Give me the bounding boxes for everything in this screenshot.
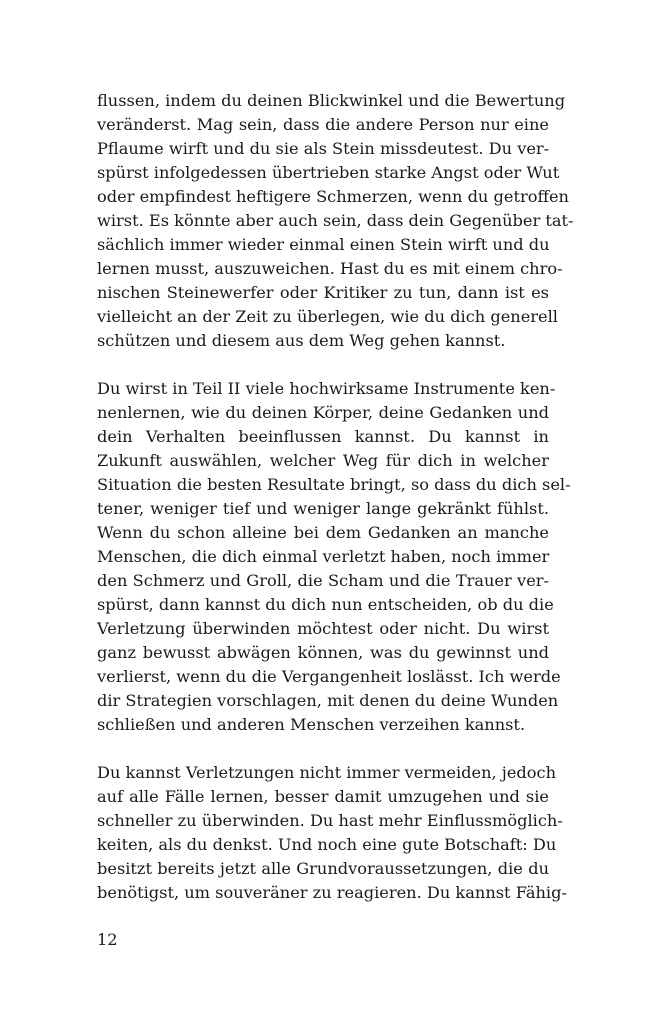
text-line: vielleicht an der Zeit zu überlegen, wie du dich generell [97, 307, 558, 326]
text-line: Du kannst Verletzungen nicht immer vermeiden, jedoch [97, 763, 557, 782]
text-line: spürst, dann kannst du dich nun entscheiden, ob du die [97, 595, 554, 614]
paragraph-1 [97, 89, 574, 353]
text-line: schließen und anderen Menschen verzeihen kannst. [97, 715, 526, 734]
text-line: oder empfindest heftigere Schmerzen, wenn du getroffen [97, 187, 569, 206]
text-line: besitzt bereits jetzt alle Grundvoraussetzungen, die du [97, 859, 549, 878]
text-line: schneller zu überwinden. Du hast mehr Einflussmöglich- [97, 811, 563, 830]
text-line: dein Verhalten beeinflussen kannst. Du kannst in [97, 427, 549, 446]
text-line: ganz bewusst abwägen können, was du gewinnst und [97, 643, 549, 662]
text-line: auf alle Fälle lernen, besser damit umzugehen und sie [97, 787, 549, 806]
text-line: Zukunft auswählen, welcher Weg für dich in welcher [97, 451, 549, 470]
text-line: Wenn du schon alleine bei dem Gedanken an manche [97, 523, 549, 542]
text-line: Pflaume wirft und du sie als Stein missdeutest. Du ver- [97, 139, 550, 158]
text-line: Du wirst in Teil II viele hochwirksame Instrumente ken- [97, 379, 556, 398]
paragraph-2 [97, 377, 571, 737]
text-line: Verletzung überwinden möchtest oder nicht. Du wirst [97, 619, 549, 638]
text-line: sächlich immer wieder einmal einen Stein wirft und du [97, 235, 550, 254]
text-line: Menschen, die dich einmal verletzt haben, noch immer [97, 547, 550, 566]
text-line: den Schmerz und Groll, die Scham und die Trauer ver- [97, 571, 549, 590]
text-line: veränderst. Mag sein, dass die andere Person nur eine [97, 115, 549, 134]
text-line: dir Strategien vorschlagen, mit denen du deine Wunden [97, 691, 559, 710]
paragraph-3 [97, 761, 567, 905]
text-line: lernen musst, auszuweichen. Hast du es mit einem chro- [97, 259, 563, 278]
text-line: nenlernen, wie du deinen Körper, deine Gedanken und [97, 403, 549, 422]
text-line: Situation die besten Resultate bringt, so dass du dich sel- [97, 475, 571, 494]
text-line: schützen und diesem aus dem Weg gehen kannst. [97, 331, 506, 350]
text-line: spürst infolgedessen übertrieben starke Angst oder Wut [97, 163, 560, 182]
page-number: 12 [97, 930, 118, 949]
text-line: flussen, indem du deinen Blickwinkel und die Bewertung [97, 91, 566, 110]
text-line: keiten, als du denkst. Und noch eine gute Botschaft: Du [97, 835, 557, 854]
text-line: verlierst, wenn du die Vergangenheit loslässt. Ich werde [97, 667, 561, 686]
text-line: benötigst, um souveräner zu reagieren. Du kannst Fähig- [97, 883, 567, 902]
text-line: nischen Steinewerfer oder Kritiker zu tun, dann ist es [97, 283, 549, 302]
text-line: wirst. Es könnte aber auch sein, dass dein Gegenüber tat- [97, 211, 574, 230]
text-line: tener, weniger tief und weniger lange gekränkt fühlst. [97, 499, 549, 518]
